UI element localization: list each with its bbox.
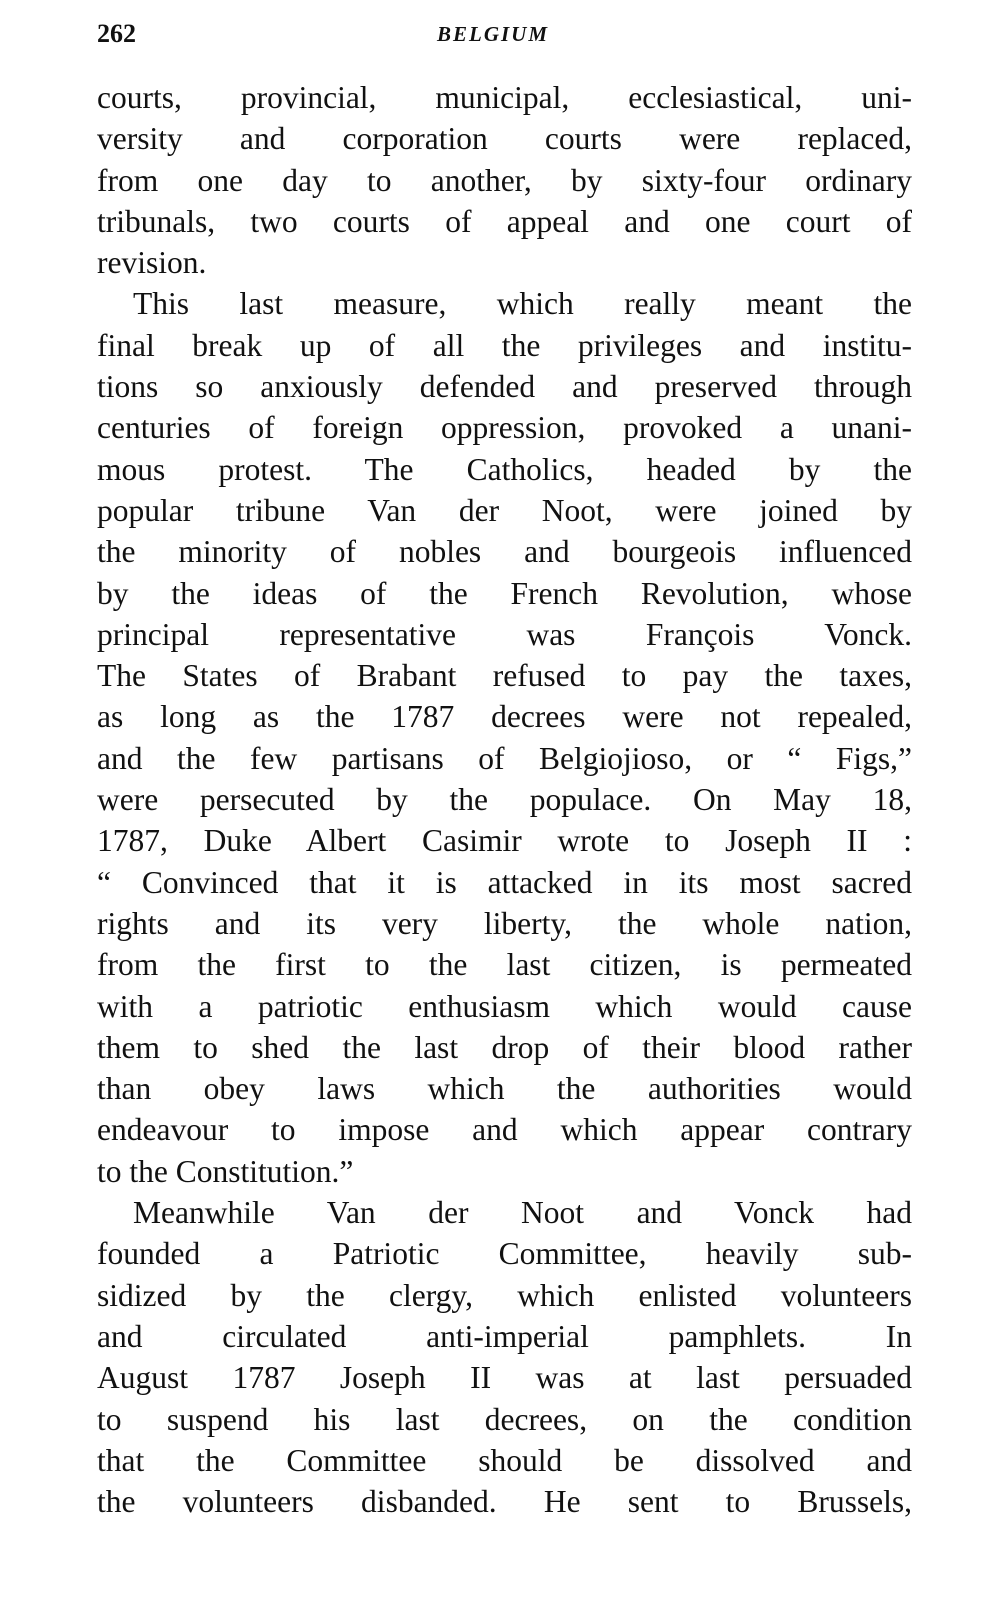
text-line: “ Convinced that it is attacked in its most sacred (97, 864, 912, 900)
text-line: them to shed the last drop of their blood rather (97, 1029, 912, 1065)
text-line: rights and its very liberty, the whole nation, (97, 905, 912, 941)
text-line: that the Committee should be dissolved and (97, 1442, 912, 1478)
text-line: to the Constitution.” (97, 1153, 354, 1189)
text-line: than obey laws which the authorities would (97, 1071, 912, 1107)
text-line: The States of Brabant refused to pay the taxes, (97, 658, 912, 694)
page-number: 262 (97, 19, 136, 48)
text-line: from one day to another, by sixty-four ordinary (97, 162, 912, 198)
text-line: by the ideas of the French Revolution, whose (97, 575, 912, 611)
paragraph-1 (97, 77, 912, 283)
text-line: 1787, Duke Albert Casimir wrote to Joseph II : (97, 823, 912, 859)
text-line: to suspend his last decrees, on the condition (97, 1401, 912, 1437)
text-line: revision. (97, 245, 207, 281)
paragraph-2 (97, 283, 912, 1192)
text-line: from the first to the last citizen, is permeated (97, 947, 912, 983)
text-line: tions so anxiously defended and preserved through (97, 369, 912, 405)
text-line: courts, provincial, municipal, ecclesiastical, uni- (97, 80, 912, 115)
paragraph-3 (97, 1192, 912, 1522)
text-line: Meanwhile Van der Noot and Vonck had (133, 1195, 912, 1231)
text-line: the volunteers disbanded. He sent to Brussels, (97, 1484, 912, 1520)
text-line: with a patriotic enthusiasm which would cause (97, 988, 912, 1024)
text-line: mous protest. The Catholics, headed by the (97, 451, 912, 487)
text-line: were persecuted by the populace. On May 18, (97, 782, 912, 818)
text-line: August 1787 Joseph II was at last persuaded (97, 1360, 912, 1396)
text-line: sidized by the clergy, which enlisted volunteers (97, 1277, 912, 1313)
text-line: popular tribune Van der Noot, were joined by (97, 492, 912, 528)
text-line: and the few partisans of Belgiojioso, or “ Figs,” (97, 740, 912, 776)
text-line: This last measure, which really meant the (133, 286, 912, 322)
text-line: endeavour to impose and which appear contrary (97, 1112, 912, 1148)
text-line: as long as the 1787 decrees were not repealed, (97, 699, 912, 735)
body-text (97, 77, 912, 1522)
page-header (97, 14, 912, 54)
text-line: founded a Patriotic Committee, heavily sub- (97, 1236, 912, 1272)
text-line: and circulated anti-imperial pamphlets. In (97, 1318, 912, 1354)
text-line: tribunals, two courts of appeal and one court of (97, 203, 912, 239)
text-line: the minority of nobles and bourgeois influenced (97, 534, 912, 570)
text-line: final break up of all the privileges and institu- (97, 327, 912, 363)
running-head: BELGIUM (437, 22, 550, 46)
text-line: principal representative was François Vonck. (97, 616, 912, 652)
text-line: centuries of foreign oppression, provoked a unani- (97, 410, 912, 446)
text-line: versity and corporation courts were replaced, (97, 121, 912, 157)
